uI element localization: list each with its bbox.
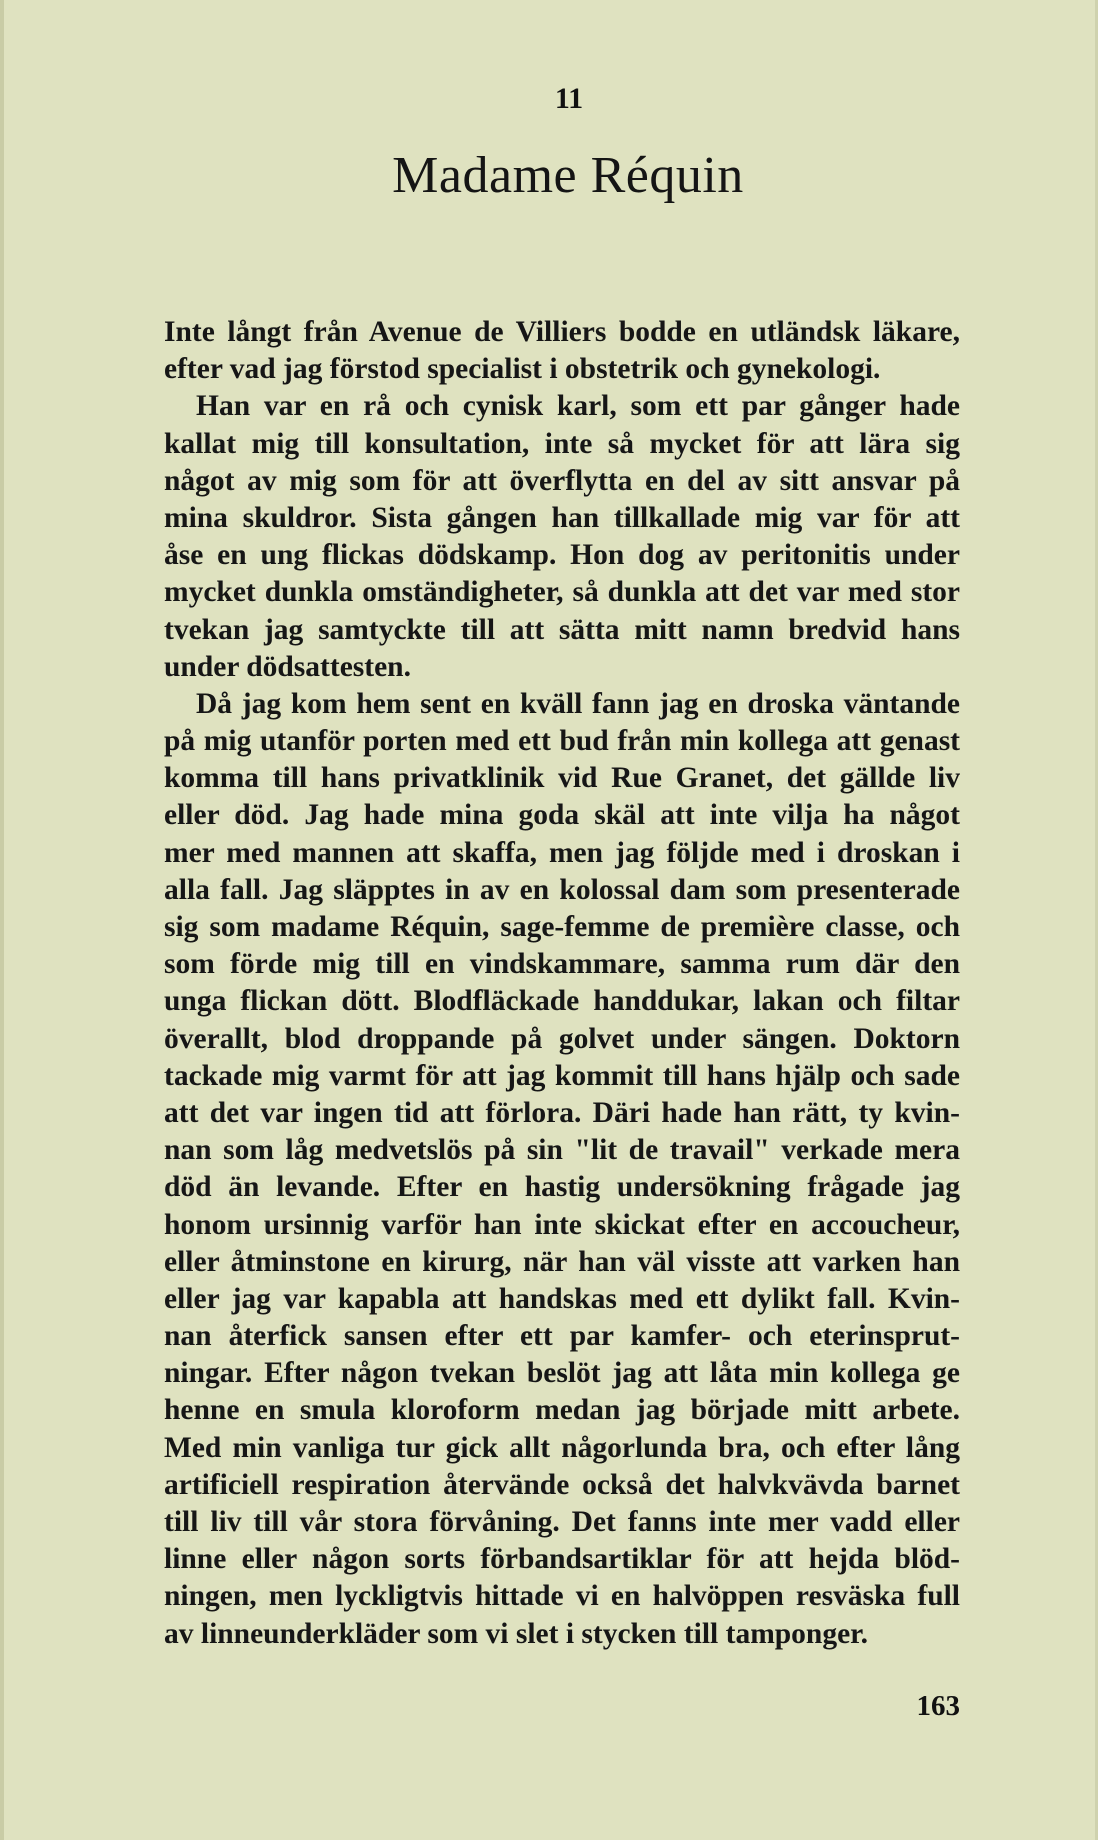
text-line: nan återfick sansen efter ett par kamfer- och eterinsprut-: [164, 1320, 960, 1353]
text-line: att det var ingen tid att förlora. Däri hade han rätt, ty kvin-: [164, 1096, 960, 1129]
text-line: tackade mig varmt för att jag kommit till hans hjälp och sade: [164, 1059, 960, 1092]
text-line: eller åtminstone en kirurg, när han väl visste att varken han: [164, 1245, 960, 1278]
text-line: tvekan jag samtyckte till att sätta mitt namn bredvid hans: [164, 613, 960, 646]
paragraph: [164, 314, 960, 388]
text-line: henne en smula kloroform medan jag började mitt arbete.: [164, 1394, 960, 1427]
paragraph: [164, 686, 960, 1653]
text-line: alla fall. Jag släpptes in av en kolossal dam som presenterade: [164, 873, 960, 906]
chapter-title: Madame Réquin: [392, 147, 744, 204]
text-line: överallt, blod droppande på golvet under sängen. Doktorn: [164, 1022, 960, 1055]
text-line: honom ursinnig varför han inte skickat efter en accoucheur,: [164, 1208, 960, 1241]
text-line: på mig utanför porten med ett bud från min kollega att genast: [164, 725, 960, 758]
text-line: av linneunderkläder som vi slet i stycken till tamponger.: [164, 1617, 868, 1650]
text-line: kallat mig till konsultation, inte så mycket för att lära sig: [164, 427, 960, 460]
text-line: ningar. Efter någon tvekan beslöt jag att låta min kollega ge: [164, 1357, 960, 1390]
text-line: död än levande. Efter en hastig undersökning frågade jag: [164, 1171, 960, 1204]
text-line: sig som madame Réquin, sage-femme de première classe, och: [164, 911, 960, 943]
text-line: något av mig som för att överflytta en del av sitt ansvar på: [164, 464, 960, 497]
paragraph: [164, 388, 960, 686]
text-line: under dödsattesten.: [164, 650, 411, 683]
text-line: mer med mannen att skaffa, men jag följde med i droskan i: [164, 836, 960, 869]
text-line: Med min vanliga tur gick allt någorlunda bra, och efter lång: [164, 1431, 960, 1464]
chapter-number: 11: [554, 82, 584, 115]
text-line: artificiell respiration återvände också det halvkvävda barnet: [164, 1468, 960, 1501]
text-line: nan som låg medvetslös på sin "lit de travail" verkade mera: [164, 1134, 960, 1167]
text-line: eller död. Jag hade mina goda skäl att inte vilja ha något: [164, 799, 960, 832]
text-line: eller jag var kapabla att handskas med ett dylikt fall. Kvin-: [164, 1282, 960, 1315]
text-line: till liv till vår stora förvåning. Det fanns inte mer vadd eller: [164, 1506, 960, 1538]
text-line: Då jag kom hem sent en kväll fann jag en droska väntande: [196, 687, 960, 720]
text-line: efter vad jag förstod specialist i obstetrik och gynekologi.: [164, 353, 881, 386]
body-text: [164, 314, 960, 1653]
text-line: Han var en rå och cynisk karl, som ett par gånger hade: [196, 390, 960, 423]
text-line: mina skuldror. Sista gången han tillkallade mig var för att: [164, 501, 960, 534]
text-line: ningen, men lyckligtvis hittade vi en halvöppen resväska full: [164, 1580, 960, 1613]
text-line: komma till hans privatklinik vid Rue Granet, det gällde liv: [164, 762, 960, 795]
text-line: mycket dunkla omständigheter, så dunkla att det var med stor: [164, 576, 960, 609]
page-number: 163: [916, 1690, 960, 1722]
text-line: Inte långt från Avenue de Villiers bodde en utländsk läkare,: [164, 316, 960, 348]
text-line: unga flickan dött. Blodfläckade handdukar, lakan och filtar: [164, 985, 960, 1018]
text-line: linne eller någon sorts förbandsartiklar för att hejda blöd-: [164, 1543, 960, 1576]
text-line: som förde mig till en vindskammare, samma rum där den: [164, 948, 960, 981]
text-line: åse en ung flickas dödskamp. Hon dog av peritonitis under: [164, 539, 960, 572]
